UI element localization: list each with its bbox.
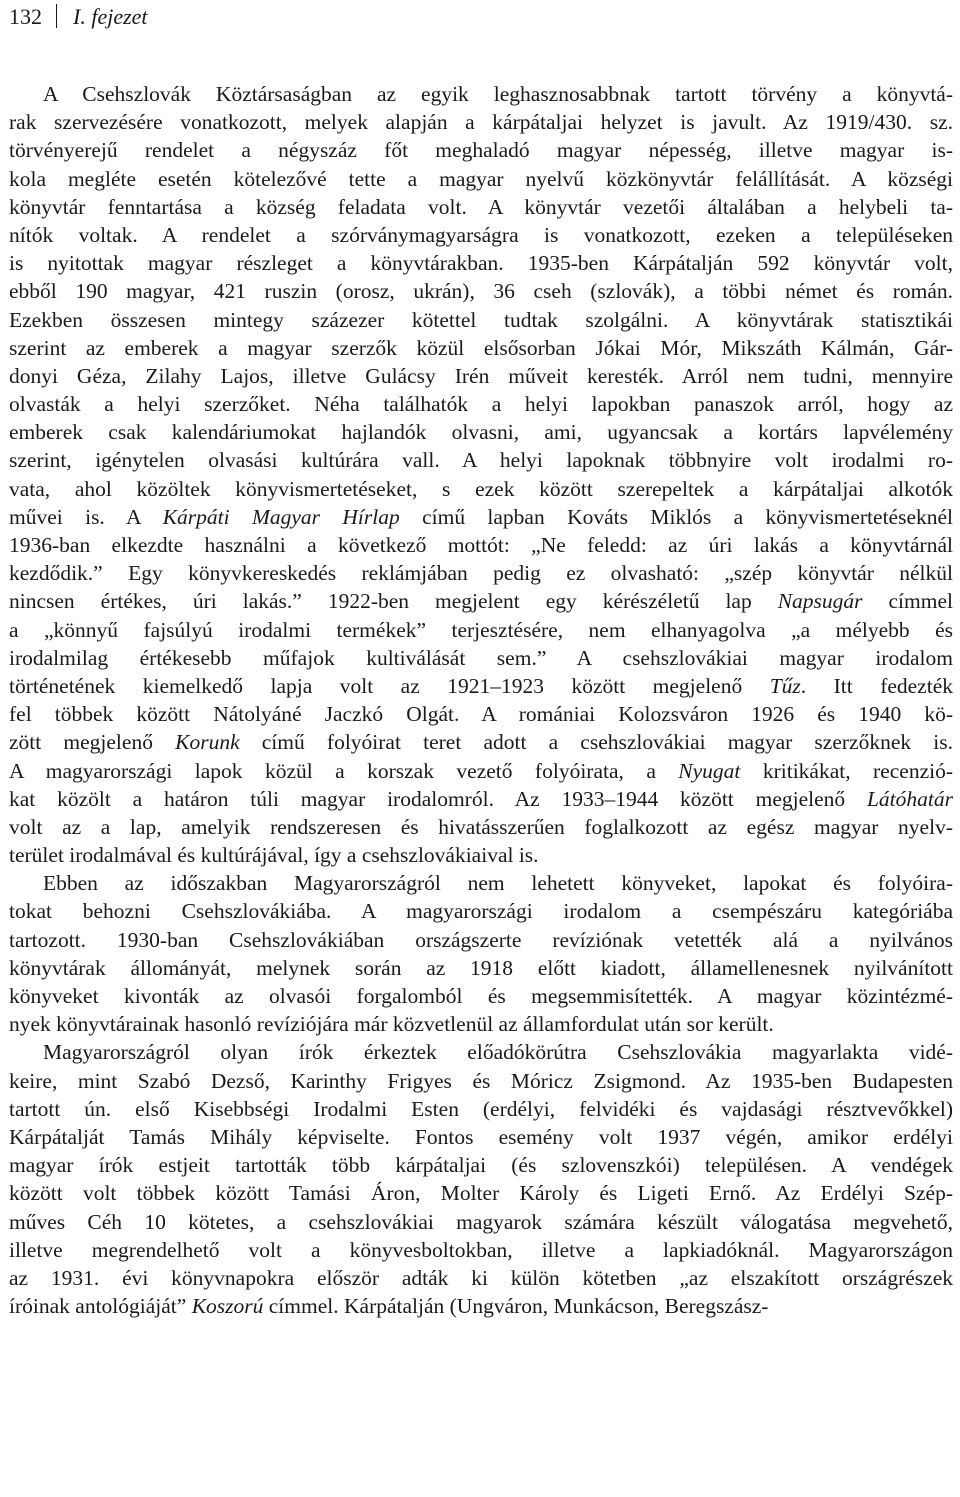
text-line (9, 108, 953, 136)
text-line (9, 728, 953, 756)
text-run: szerint az emberek a magyar szerzők közül elsősorban Jókai Mór, Mikszáth Kálmán, Gár- (9, 335, 953, 360)
text-run: tokat behozni Csehszlovákiába. A magyarországi irodalom a csempészáru kategóriába (9, 899, 953, 924)
text-line (9, 1236, 953, 1264)
text-line (9, 926, 953, 954)
text-run: tartott ún. első Kisebbségi Irodalmi Esten (erdélyi, felvidéki és vajdasági résztvevőkkel) (9, 1096, 953, 1121)
text-run: kat közölt a határon túli magyar irodalomról. Az 1933–1944 között megjelenő (9, 786, 867, 811)
text-line (9, 475, 953, 503)
text-run: könyvtárak állományát, melynek során az 1918 előtt kiadott, államellenesnek nyilvánított (9, 955, 953, 980)
paragraph (9, 80, 953, 869)
text-line (9, 982, 953, 1010)
text-run: Ezekben összesen mintegy százezer kötettel tudtak szolgálni. A könyvtárak statisztikái (9, 307, 953, 332)
text-run: íróinak antológiáját” (9, 1294, 192, 1319)
italic-title: Napsugár (777, 589, 863, 614)
text-run: is nyitottak magyar részleget a könyvtárakban. 1935-ben Kárpátalján 592 könyvtár volt, (9, 251, 953, 276)
text-run: rak szervezésére vonatkozott, melyek alapján a kárpátaljai helyzet is javult. Az 1919/430. sz. (9, 110, 953, 135)
text-line (9, 700, 953, 728)
text-line (9, 1095, 953, 1123)
italic-title: Kárpáti Magyar Hírlap (162, 504, 400, 529)
text-run: kola megléte esetén kötelezővé tette a magyar nyelvű közkönyvtár felállítását. A községi (9, 166, 953, 191)
text-line (9, 1264, 953, 1292)
chapter-title: I. fejezet (73, 4, 148, 29)
text-line (9, 1151, 953, 1179)
text-line (9, 249, 953, 277)
text-line (9, 306, 953, 334)
text-line (9, 869, 953, 897)
text-run: ebből 190 magyar, 421 ruszin (orosz, ukrán), 36 cseh (szlovák), a többi német és román. (9, 279, 953, 304)
text-run: történetének kiemelkedő lapja volt az 1921–1923 között megjelenő (9, 673, 770, 698)
text-run: magyar írók estjeit tartották több kárpátaljai (és szlovenszkói) településen. A vendégek (9, 1153, 953, 1178)
text-run: volt az a lap, amelyik rendszeresen és hivatásszerűen foglalkozott az egész magyar nyelv- (9, 814, 953, 839)
text-run: A Csehszlovák Köztársaságban az egyik leghasznosabbnak tartott törvény a könyvtá- (43, 82, 953, 106)
text-line (9, 897, 953, 925)
text-run: donyi Géza, Zilahy Lajos, illetve Gulácsy Irén műveit keresték. Arról nem tudni, mennyire (9, 363, 953, 388)
text-line (9, 559, 953, 587)
text-run: emberek csak kalendáriumokat hajlandók olvasni, ami, ugyancsak a kortárs lapvélemény (9, 420, 953, 445)
text-line (9, 418, 953, 446)
text-run: keire, mint Szabó Dezső, Karinthy Frigyes és Móricz Zsigmond. Az 1935-ben Budapesten (9, 1068, 953, 1093)
text-run: címmel (862, 589, 953, 614)
text-line (9, 503, 953, 531)
text-run: Ebben az időszakban Magyarországról nem lehetett könyveket, lapokat és folyóira- (43, 871, 953, 896)
text-run: című lapban Kováts Miklós a könyvismertetéseknél (399, 504, 954, 529)
italic-title: Látóhatár (866, 786, 953, 811)
text-line (9, 954, 953, 982)
text-line (9, 1208, 953, 1236)
text-run: tartozott. 1930-ban Csehszlovákiában országszerte revíziónak vetették alá a nyilvános (9, 927, 953, 952)
paragraph (9, 869, 953, 1038)
text-run: címmel. Kárpátalján (Ungváron, Munkácson, Beregszász- (263, 1294, 769, 1319)
text-run: illetve megrendelhető volt a könyvesboltokban, illetve a lapkiadóknál. Magyarországon (9, 1237, 953, 1262)
text-run: Magyarországról olyan írók érkeztek előadókörútra Csehszlovákia magyarlakta vidé- (43, 1040, 953, 1065)
text-line (9, 80, 953, 108)
text-run: nítók voltak. A rendelet a szórványmagyarságra is vonatkozott, ezeken a településeken (9, 222, 953, 247)
text-run: olvasták a helyi szerzőket. Néha találhatók a helyi lapokban panaszok arról, hogy az (9, 392, 953, 417)
text-line (9, 165, 953, 193)
text-run: szerint, igénytelen olvasási kultúrára vall. A helyi lapoknak többnyire volt irodalmi ro- (9, 448, 953, 473)
text-line (9, 813, 953, 841)
text-line (9, 193, 953, 221)
text-line (9, 390, 953, 418)
text-line (9, 362, 953, 390)
text-run: az 1931. évi könyvnapokra először adták ki külön kötetben „az elszakított országrészek (9, 1265, 953, 1290)
text-line (9, 531, 953, 559)
text-run: című folyóirat teret adott a csehszlovákiai magyar szerzőknek is. (239, 730, 953, 755)
text-line (9, 1067, 953, 1095)
text-line (9, 136, 953, 164)
text-line (9, 1292, 953, 1320)
text-line (9, 841, 953, 869)
italic-title: Tűz (769, 673, 801, 698)
page-number: 132 (9, 4, 42, 29)
text-run: könyvtár fenntartása a község feladata volt. A könyvtár vezetői általában a helybeli ta- (9, 194, 953, 219)
text-run: műves Céh 10 kötetes, a csehszlovákiai magyarok számára készült válogatása megvehető, (9, 1209, 953, 1234)
text-line (9, 446, 953, 474)
text-run: terület irodalmával és kultúrájával, így a csehszlovákiaival is. (9, 843, 539, 868)
text-run: között volt többek között Tamási Áron, Molter Károly és Ligeti Ernő. Az Erdélyi Szép- (9, 1181, 953, 1206)
paragraph (9, 1038, 953, 1320)
text-run: vata, ahol közöltek könyvismertetéseket, s ezek között szerepeltek a kárpátaljai alkotók (9, 476, 953, 501)
text-line (9, 1038, 953, 1066)
italic-title: Korunk (175, 730, 240, 755)
italic-title: Nyugat (678, 758, 741, 783)
text-run: kezdődik.” Egy könyvkereskedés reklámjában pedig ez olvasható: „szép könyvtár nélkül (9, 561, 953, 586)
text-run: a „könnyű fajsúlyú irodalmi termékek” terjesztésére, nem elhanyagolva „a mélyebb és (9, 617, 953, 642)
header-divider (56, 4, 57, 28)
text-line (9, 1010, 953, 1038)
text-run: kritikákat, recenzió- (740, 758, 953, 783)
text-run: nyek könyvtárainak hasonló revíziójára már közvetlenül az államfordulat után sor került. (9, 1012, 774, 1037)
text-line (9, 1179, 953, 1207)
running-head (9, 2, 148, 32)
text-line (9, 785, 953, 813)
text-run: művei is. A (9, 504, 163, 529)
text-line (9, 1123, 953, 1151)
text-line (9, 334, 953, 362)
text-run: nincsen értékes, úri lakás.” 1922-ben megjelent egy kérészéletű lap (9, 589, 778, 614)
text-run: . Itt fedezték (800, 673, 953, 698)
text-line (9, 644, 953, 672)
text-line (9, 757, 953, 785)
text-run: 1936-ban elkezdte használni a következő mottót: „Ne feledd: az úri lakás a könyvtárnál (9, 533, 953, 557)
text-run: törvényerejű rendelet a négyszáz főt meghaladó magyar népesség, illetve magyar is- (9, 138, 953, 163)
text-line (9, 221, 953, 249)
text-run: A magyarországi lapok közül a korszak vezető folyóirata, a (9, 758, 679, 783)
text-line (9, 277, 953, 305)
text-run: Kárpátalját Tamás Mihály képviselte. Fontos esemény volt 1937 végén, amikor erdélyi (9, 1124, 953, 1149)
text-run: zött megjelenő (9, 730, 176, 755)
text-line (9, 672, 953, 700)
text-run: irodalmilag értékesebb műfajok kultiválását sem.” A csehszlovákiai magyar irodalom (9, 645, 953, 670)
text-run: fel többek között Nátolyáné Jaczkó Olgát. A romániai Kolozsváron 1926 és 1940 kö- (9, 702, 953, 727)
text-line (9, 587, 953, 615)
text-run: könyveket kivonták az olvasói forgalomból és megsemmisítették. A magyar közintézmé- (9, 984, 953, 1008)
italic-title: Koszorú (191, 1294, 264, 1319)
body-text (9, 80, 953, 1320)
text-line (9, 616, 953, 644)
